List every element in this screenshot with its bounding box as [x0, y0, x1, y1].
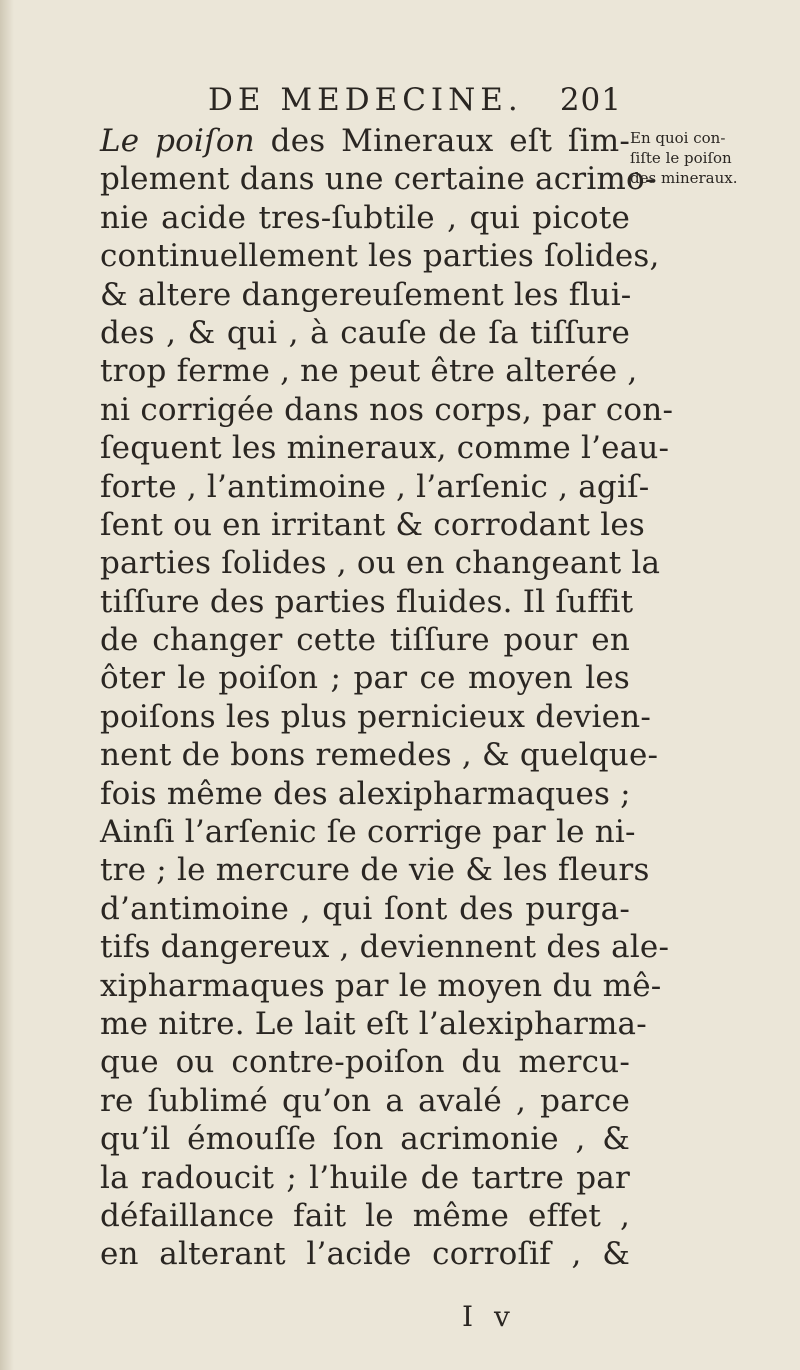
text-line: me nitre. Le lait eſt l’alexipharma-	[100, 1005, 647, 1042]
italic-lead: Le poiſon	[100, 123, 255, 159]
text-line: trop ferme , ne peut être alterée ,	[100, 353, 638, 390]
first-line-rest: des Mineraux eſt ſim-	[254, 123, 630, 159]
marginal-note	[630, 128, 790, 188]
text-line: défaillance fait le même effet ,	[100, 1197, 630, 1234]
text-line: xipharmaques par le moyen du mê-	[100, 967, 662, 1004]
marginal-note-line: des mineraux.	[630, 169, 738, 187]
text-line: continuellement les parties ſolides,	[100, 238, 660, 275]
text-line: ſequent les mineraux, comme l’eau-	[100, 430, 670, 467]
text-line: nent de bons remedes , & quelque-	[100, 737, 659, 774]
text-line: tiſſure des parties fluides. Il ſuffit	[100, 583, 634, 620]
text-line: que ou contre-poiſon du mercu-	[100, 1044, 630, 1081]
text-line: ni corrigée dans nos corps, par con-	[100, 391, 674, 428]
text-line: Ainſi l’arſenic ſe corrige par le ni-	[100, 814, 636, 851]
page-number: 201	[559, 82, 622, 118]
text-line: la radoucit ; l’huile de tartre par	[100, 1159, 630, 1196]
text-line: tifs dangereux , deviennent des ale-	[100, 929, 670, 966]
text-line: parties ſolides , ou en changeant la	[100, 545, 661, 582]
page-gutter-shadow	[0, 0, 14, 1370]
text-line: d’antimoine , qui ſont des purga-	[100, 890, 630, 927]
text-line: forte , l’antimoine , l’arſenic , agiſ-	[100, 468, 650, 505]
text-line: & altere dangereuſement les flui-	[100, 276, 632, 313]
text-line: ſent ou en irritant & corrodant les	[100, 506, 645, 543]
text-line: ôter le poiſon ; par ce moyen les	[100, 660, 630, 697]
text-line	[100, 122, 630, 160]
text-line: tre ; le mercure de vie & les fleurs	[100, 852, 650, 889]
text-line: poiſons les plus pernicieux devien-	[100, 698, 652, 735]
page-header	[208, 82, 628, 126]
signature-mark: I v	[462, 1300, 516, 1333]
body-text	[100, 122, 674, 1274]
text-line: fois même des alexipharmaques ;	[100, 775, 631, 812]
text-line: qu’il émouſſe ſon acrimonie , &	[100, 1121, 630, 1158]
text-line: des , & qui , à cauſe de ſa tiſſure	[100, 314, 630, 351]
marginal-note-line: ſiſte le poiſon	[630, 149, 732, 167]
text-line: en alterant l’acide corroſif , &	[100, 1236, 630, 1273]
text-line: de changer cette tiſſure pour en	[100, 622, 630, 659]
text-line: nie acide tres-ſubtile , qui picote	[100, 199, 630, 236]
text-line: plement dans une certaine acrimo-	[100, 161, 656, 198]
text-line: re ſublimé qu’on a avalé , parce	[100, 1082, 630, 1119]
running-title: DE MEDECINE.	[208, 82, 523, 118]
marginal-note-line: En quoi con-	[630, 129, 726, 147]
